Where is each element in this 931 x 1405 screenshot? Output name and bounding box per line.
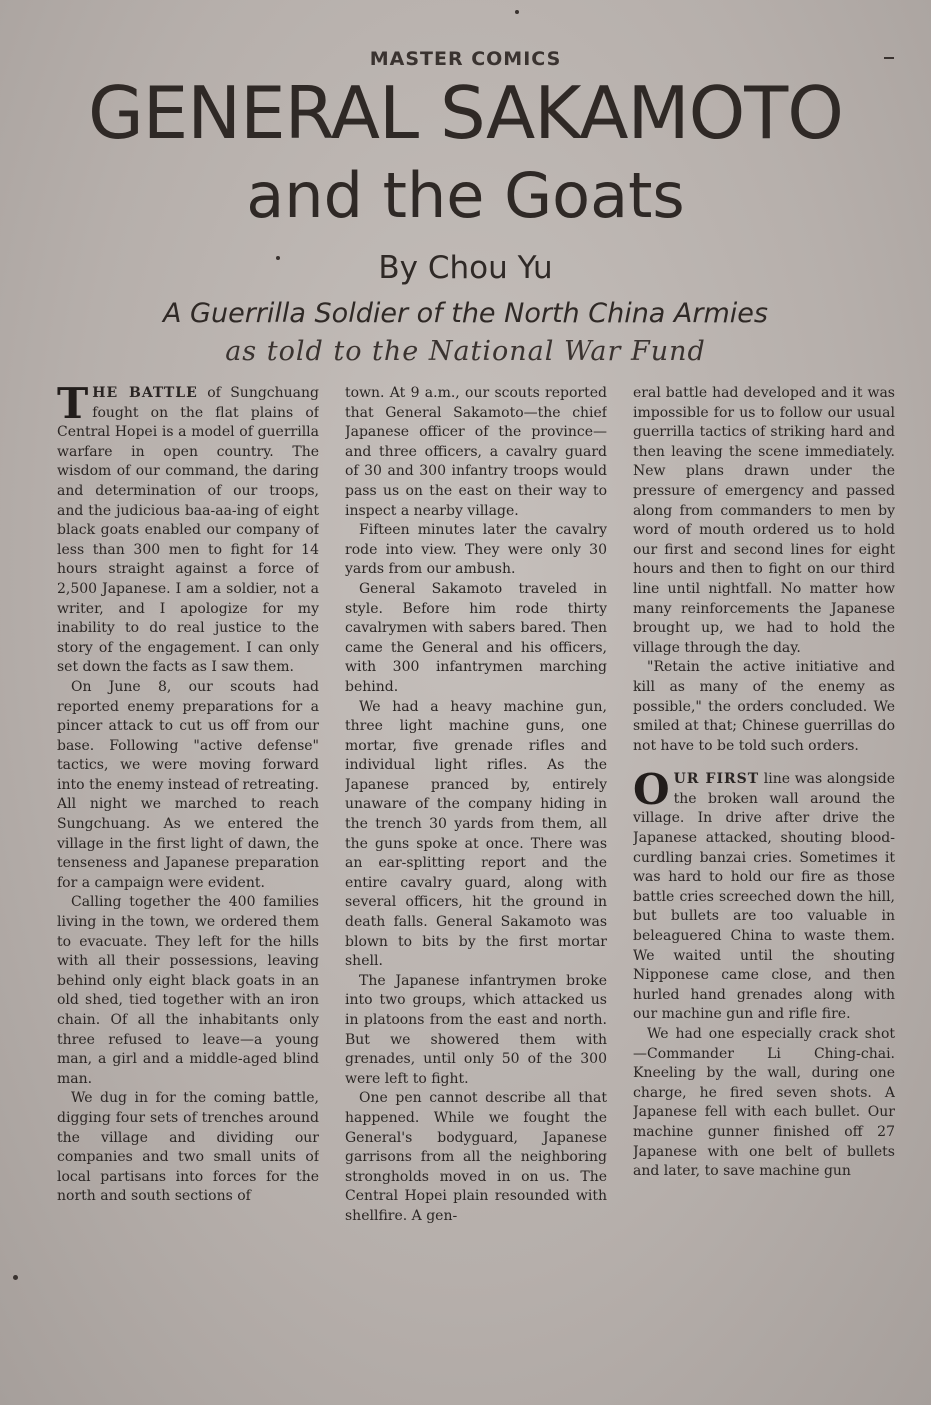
- article-column-2: [345, 384, 607, 1389]
- paragraph: [633, 765, 895, 1025]
- paragraph: "Retain the active initiative and kill as many of the enemy as possible," the orders concluded. We smiled at that; Chinese guerrillas do not have to be told such orders.: [633, 659, 895, 754]
- magazine-name: MASTER COMICS: [369, 48, 562, 70]
- lead-in: UR FIRST: [673, 771, 760, 788]
- drop-cap: O: [633, 765, 670, 815]
- lead-in: HE BATTLE: [92, 385, 198, 401]
- paragraph: One pen cannot describe all that happened. While we fought the General's bodyguard, Japanese garrisons from all the neighboring strongholds moved in on us. The Central Hopei plain resounded with shellfire. A gen-: [345, 1090, 607, 1224]
- print-speck: [13, 1275, 18, 1280]
- paragraph: [57, 384, 319, 678]
- article-column-1: [57, 384, 319, 1389]
- paragraph-text: of Sungchuang fought on the flat plains of Central Hopei is a model of guerrilla warfare in open country. The wisdom of our command, the daring and determination of our troops, and the judicious baa-aa-ing of eight black goats enabled our company of less than 300 men to fight for 14 hours straight against a force of 2,500 Japanese. I am a soldier, not a writer, and I apologize for my inability to do real justice to the story of the engagement. I can only set down the facts as I saw them.: [57, 385, 319, 676]
- article-title-line-2: and the Goats: [246, 159, 685, 232]
- print-speck: [276, 256, 280, 260]
- paragraph: Fifteen minutes later the cavalry rode into view. They were only 30 yards from our ambush.: [345, 522, 607, 578]
- paragraph: We had one especially crack shot—Commander Li Ching-chai. Kneeling by the wall, during one charge, he fired seven shots. A Japanese fell with each bullet. Our machine gunner finished off 27 Japanese with one belt of bullets and later, to save machine gun: [633, 1026, 895, 1180]
- paragraph-text: line was alongside the broken wall around the village. In drive after drive the Japanese attacked, shouting blood-curdling banzai cries. Sometimes it was hard to hold our fire as those battle cries screeched down the hill, but bullets are too valuable in beleaguered China to waste them. We waited until the shouting Nipponese came close, and then hurled hand grenades along with our machine gun and rifle fire.: [633, 771, 895, 1023]
- paragraph: town. At 9 a.m., our scouts reported that General Sakamoto—the chief Japanese officer of the province—and three officers, a cavalry guard of 30 and 300 infantry troops would pass us on the east on their way to inspect a nearby village.: [345, 385, 607, 519]
- paragraph: On June 8, our scouts had reported enemy preparations for a pincer attack to cut us off from our base. Following "active defense" tactics, we were moving forward into the enemy instead of retreating. All night we marched to reach Sungchuang. As we entered the village in the first light of dawn, the tenseness and Japanese preparation for a campaign were evident.: [57, 678, 319, 891]
- paragraph: We dug in for the coming battle, digging four sets of trenches around the village and dividing our companies and two small units of local partisans into forces for the north and south sections of: [57, 1090, 319, 1205]
- handwritten-note: as told to the National War Fund: [225, 336, 706, 367]
- subtitle: A Guerrilla Soldier of the North China Armies: [163, 298, 768, 329]
- article-title-line-1: GENERAL SAKAMOTO: [88, 71, 843, 155]
- byline: By Chou Yu: [378, 250, 553, 286]
- article-column-3: [633, 384, 895, 1389]
- paragraph: The Japanese infantrymen broke into two groups, which attacked us in platoons from the east and north. But we showered them with grenades, until only 50 of the 300 were left to fight.: [345, 972, 607, 1087]
- print-mark: [884, 57, 894, 59]
- paragraph: We had a heavy machine gun, three light machine guns, one mortar, five grenade rifles and individual light rifles. As the Japanese pranced by, entirely unaware of the company hiding in the trench 30 yards from them, all the guns spoke at once. There was an ear-splitting report and the entire cavalry guard, along with several officers, hit the ground in death falls. General Sakamoto was blown to bits by the first mortar shell.: [345, 698, 607, 970]
- drop-cap: T: [57, 384, 89, 428]
- paragraph: eral battle had developed and it was impossible for us to follow our usual guerrilla tactics of striking hard and then leaving the scene immediately. New plans drawn under the pressure of emergency and passed along from commanders to men by word of mouth ordered us to hold our first and second lines for eight hours and then to fight on our third line until nightfall. No matter how many reinforcements the Japanese brought up, we had to hold the village through the day.: [633, 385, 895, 656]
- paragraph: Calling together the 400 families living in the town, we ordered them to evacuate. They left for the hills with all their possessions, leaving behind only eight black goats in an old shed, tied together with an iron chain. Of all the inhabitants only three refused to leave—a young man, a girl and a middle-aged blind man.: [57, 894, 319, 1087]
- print-speck: [515, 10, 519, 14]
- paragraph: General Sakamoto traveled in style. Before him rode thirty cavalrymen with sabers bared. Then came the General and his officers, with 300 infantrymen marching behind.: [345, 580, 607, 695]
